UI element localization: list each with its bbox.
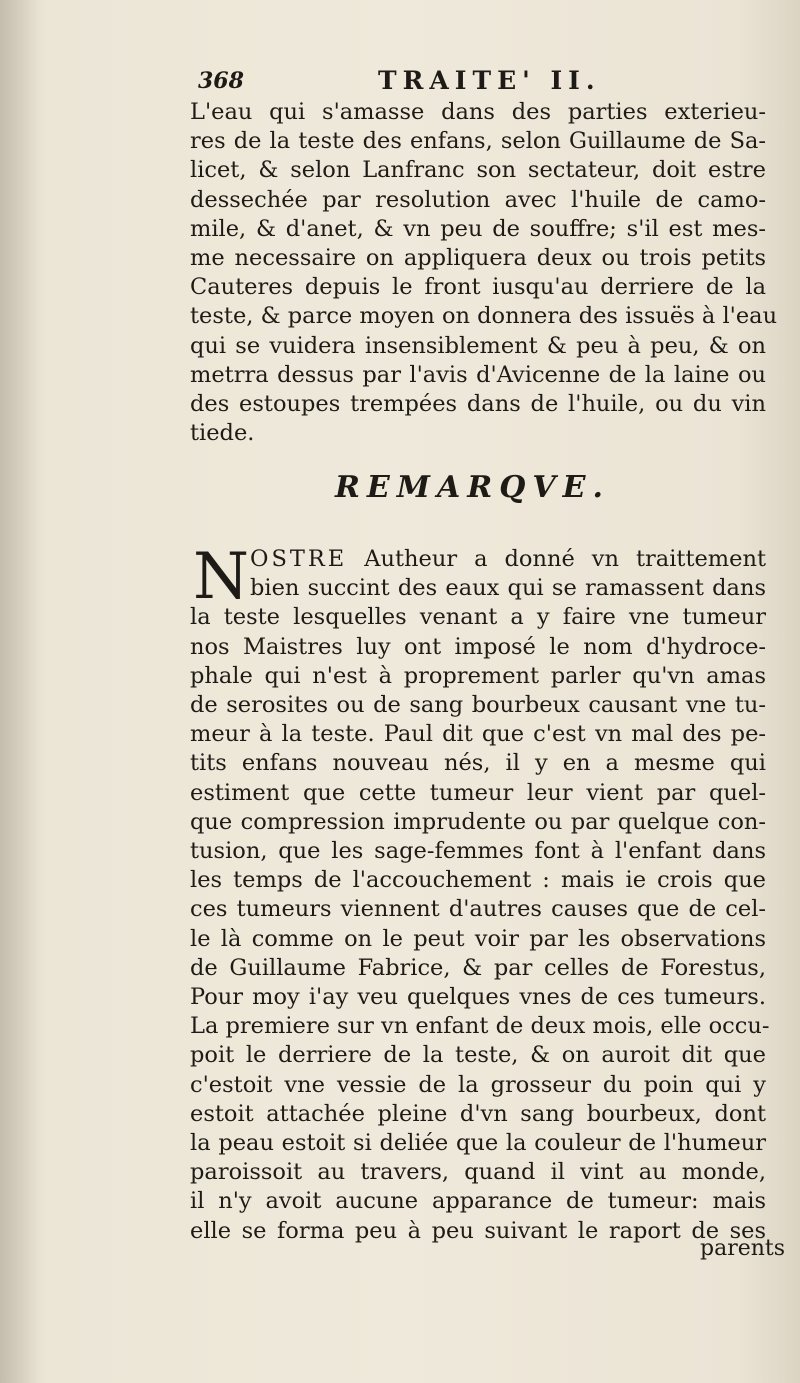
text-line: metrra dessus par l'avis d'Avicenne de la laine ou	[190, 361, 766, 388]
first-word-smallcaps: OSTRE	[250, 546, 348, 572]
text-line: poit le derriere de la teste, & on auroit dit que	[190, 1042, 766, 1069]
text-line	[190, 545, 766, 574]
text-line: bien succint des eaux qui se ramassent dans	[250, 575, 766, 602]
text-line: elle se forma peu à peu suivant le raport de ses	[190, 1217, 766, 1244]
paragraph-1	[190, 98, 778, 448]
text-line: que compression imprudente ou par quelque con-	[190, 808, 766, 835]
text-line: tiede.	[190, 420, 255, 447]
text-line: il n'y avoit aucune apparance de tumeur: mais	[190, 1188, 766, 1215]
text-line: ces tumeurs viennent d'autres causes que de cel-	[190, 896, 766, 923]
remarque-heading: REMARQVE.	[335, 470, 610, 505]
text-line: dessechée par resolution avec l'huile de camo-	[190, 186, 766, 213]
drop-cap: N	[193, 540, 249, 614]
text-line: Pour moy i'ay veu quelques vnes de ces tumeurs.	[190, 984, 766, 1011]
text-line: me necessaire on appliquera deux ou trois petits	[190, 245, 766, 272]
text-line: estiment que cette tumeur leur vient par quel-	[190, 779, 766, 806]
text-line: c'estoit vne vessie de la grosseur du poin qui y	[190, 1071, 766, 1098]
page-header	[198, 66, 758, 102]
text-line: Cauteres depuis le front iusqu'au derriere de la	[190, 274, 766, 301]
running-title: TRAITE' II.	[378, 66, 601, 95]
text-line: nos Maistres luy ont imposé le nom d'hydroce-	[190, 633, 766, 660]
text-line: qui se vuidera insensiblement & peu à peu, & on	[190, 332, 766, 359]
text-line: la peau estoit si deliée que la couleur de l'humeur	[190, 1130, 766, 1157]
line-text: Autheur a donné vn traittement	[347, 546, 766, 572]
text-line: de Guillaume Fabrice, & par celles de Forestus,	[190, 954, 766, 981]
text-line: phale qui n'est à proprement parler qu'vn amas	[190, 662, 766, 689]
paragraph-2	[190, 540, 770, 1246]
text-line: licet, & selon Lanfranc son sectateur, doit estre	[190, 157, 766, 184]
text-line: les temps de l'accouchement : mais ie crois que	[190, 867, 766, 894]
page-number: 368	[198, 68, 244, 94]
catchword: parents	[700, 1236, 786, 1261]
text-line: estoit attachée pleine d'vn sang bourbeux, dont	[190, 1100, 766, 1127]
text-line: la teste lesquelles venant a y faire vne tumeur	[190, 604, 766, 631]
page-edge-shadow	[0, 0, 40, 1383]
text-line: tusion, que les sage-femmes font à l'enfant dans	[190, 838, 766, 865]
text-line: res de la teste des enfans, selon Guillaume de Sa-	[190, 128, 766, 155]
text-line: La premiere sur vn enfant de deux mois, elle occu-	[190, 1013, 770, 1040]
text-line: L'eau qui s'amasse dans des parties exterieu-	[190, 99, 766, 125]
text-line: meur à la teste. Paul dit que c'est vn mal des pe-	[190, 721, 766, 748]
text-line: teste, & parce moyen on donnera des issuës à l'eau	[190, 303, 778, 330]
text-line: mile, & d'anet, & vn peu de souffre; s'il est mes-	[190, 215, 766, 242]
text-line: de serosites ou de sang bourbeux causant vne tu-	[190, 692, 766, 719]
text-line: paroissoit au travers, quand il vint au monde,	[190, 1159, 766, 1186]
text-line: le là comme on le peut voir par les observations	[190, 925, 766, 952]
text-line: des estoupes trempées dans de l'huile, ou du vin	[190, 391, 766, 418]
text-line: tits enfans nouveau nés, il y en a mesme qui	[190, 750, 766, 777]
